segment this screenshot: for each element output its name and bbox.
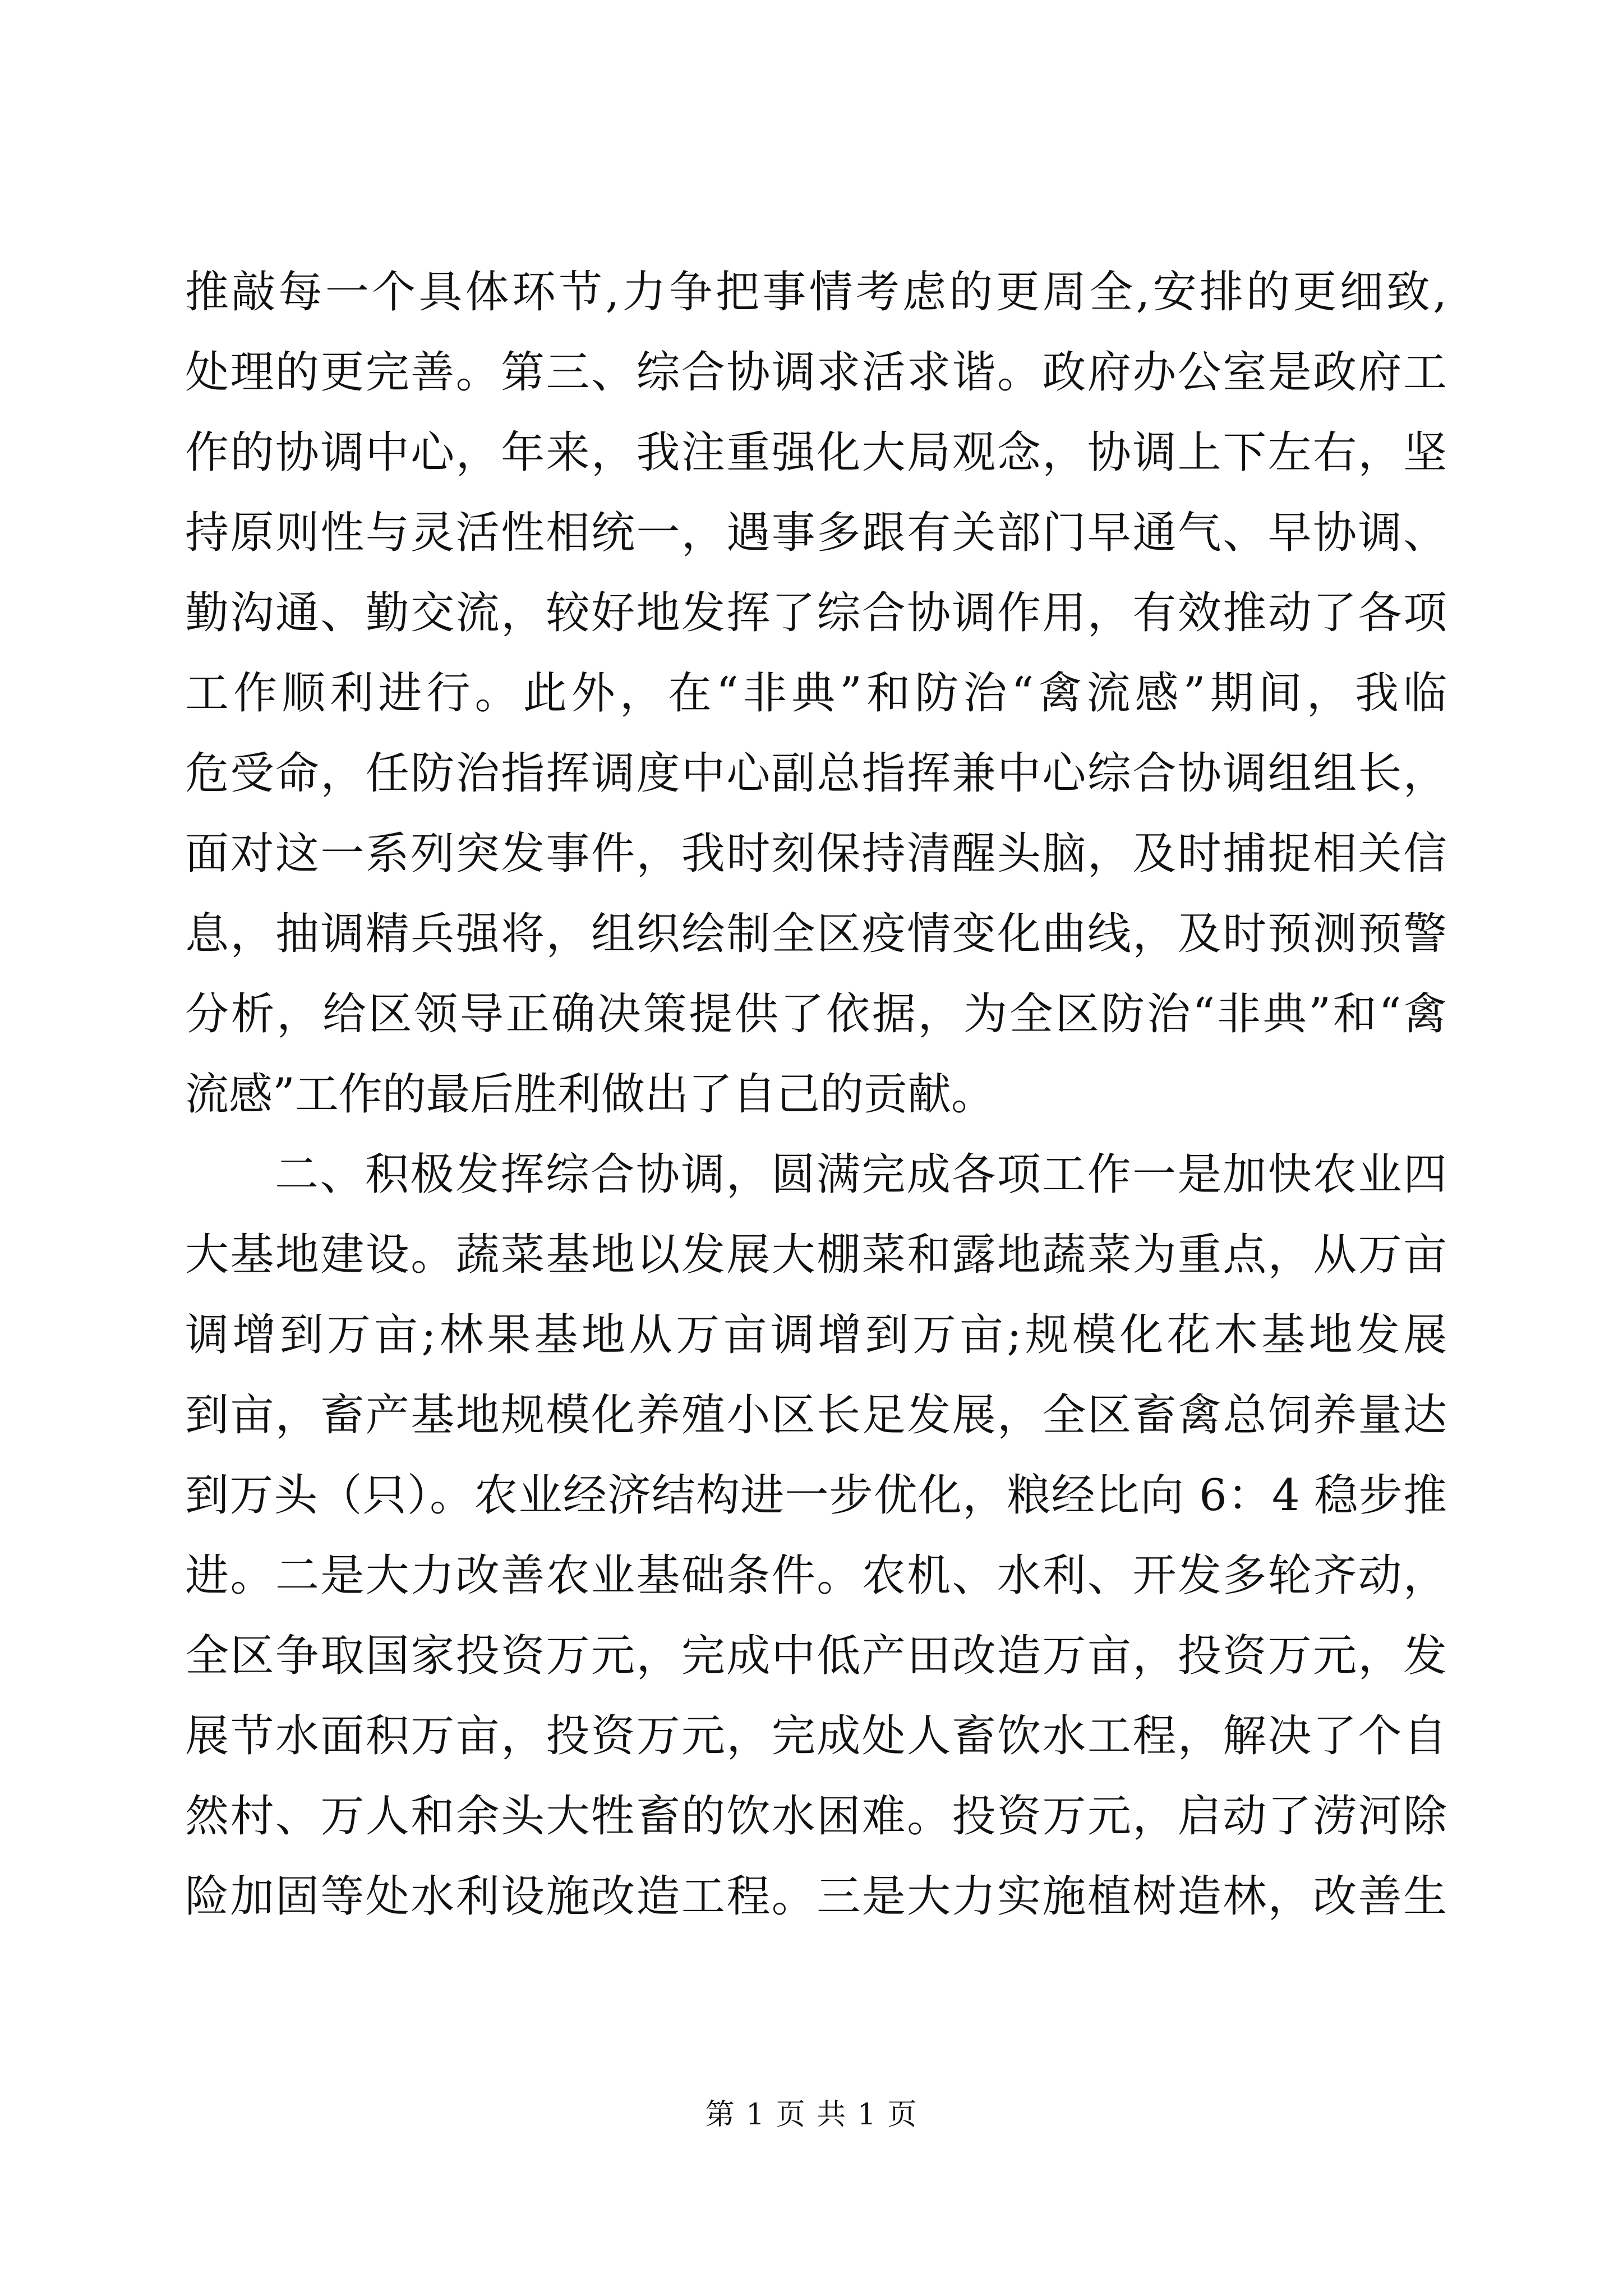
text-line: 调增到万亩;林果基地从万亩调增到万亩;规模化花木基地发展 — [185, 1310, 1447, 1360]
text-line: 勤沟通、勤交流，较好地发挥了综合协调作用，有效推动了各项 — [185, 588, 1447, 638]
document-body — [185, 252, 1447, 1937]
paragraph-last-line: 流感”工作的最后胜利做出了自己的贡献。 — [185, 1069, 995, 1120]
text-line: 工作顺利进行。此外，在“非典”和防治“禽流感”期间，我临 — [185, 668, 1447, 719]
text-line: 分析，给区领导正确决策提供了依据，为全区防治“非典”和“禽 — [185, 989, 1447, 1039]
text-line: 进。二是大力改善农业基础条件。农机、水利、开发多轮齐动， — [185, 1550, 1447, 1601]
text-line: 险加固等处水利设施改造工程。三是大力实施植树造林，改善生 — [185, 1871, 1447, 1922]
paragraph-first-line: 二、积极发挥综合协调，圆满完成各项工作一是加快农业四 — [275, 1149, 1447, 1200]
text-line: 展节水面积万亩，投资万元，完成处人畜饮水工程，解决了个自 — [185, 1711, 1447, 1761]
text-line: 大基地建设。蔬菜基地以发展大棚菜和露地蔬菜为重点，从万亩 — [185, 1230, 1447, 1280]
text-line: 到亩，畜产基地规模化养殖小区长足发展，全区畜禽总饲养量达 — [185, 1390, 1447, 1441]
page-number-footer: 第 1 页 共 1 页 — [705, 2098, 918, 2132]
text-line: 息，抽调精兵强将，组织绘制全区疫情变化曲线，及时预测预警 — [185, 909, 1447, 959]
text-line: 危受命，任防治指挥调度中心副总指挥兼中心综合协调组组长， — [185, 748, 1447, 799]
text-line: 到万头（只）。农业经济结构进一步优化，粮经比向 6：4 稳步推 — [185, 1470, 1447, 1521]
text-line: 面对这一系列突发事件，我时刻保持清醒头脑，及时捕捉相关信 — [185, 829, 1447, 879]
text-line: 然村、万人和余头大牲畜的饮水困难。投资万元，启动了涝河除 — [185, 1791, 1447, 1842]
text-line: 持原则性与灵活性相统一，遇事多跟有关部门早通气、早协调、 — [185, 508, 1447, 558]
text-line: 作的协调中心，年来，我注重强化大局观念，协调上下左右，坚 — [185, 427, 1447, 478]
text-line: 处理的更完善。第三、综合协调求活求谐。政府办公室是政府工 — [185, 347, 1447, 398]
text-line: 推敲每一个具体环节,力争把事情考虑的更周全,安排的更细致, — [185, 267, 1447, 318]
text-line: 全区争取国家投资万元，完成中低产田改造万亩，投资万元，发 — [185, 1631, 1447, 1681]
